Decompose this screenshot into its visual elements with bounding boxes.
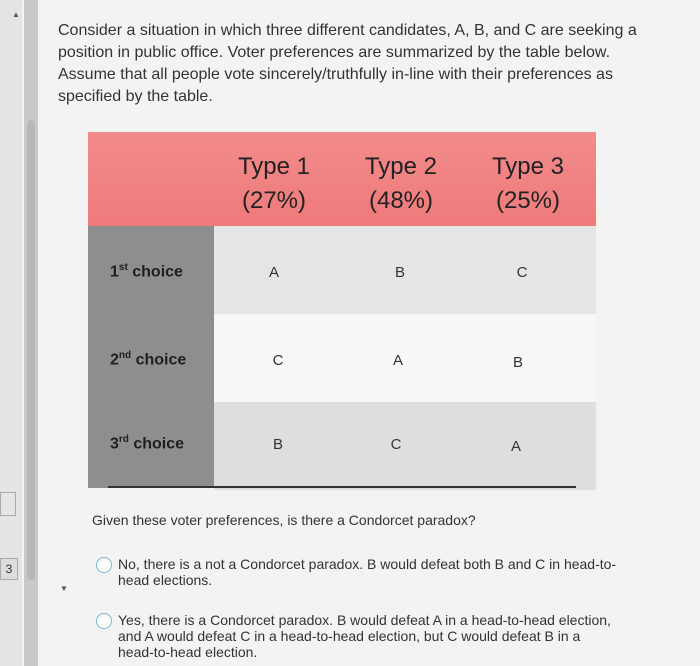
scrollbar-thumb[interactable] [27, 120, 35, 580]
option-label[interactable]: No, there is a not a Condorcet paradox. B would defeat both B and C in head-to-head elections. [118, 556, 617, 588]
preference-table [88, 132, 596, 488]
row-label-third: 3rd choice [110, 434, 185, 453]
option-label[interactable]: Yes, there is a Condorcet paradox. B would defeat A in a head-to-head election, and A would defeat C in a head-to-head election, but C would defeat B in a head-to-head election. [118, 612, 611, 660]
table-cell: C [390, 436, 402, 453]
side-panel-toggle[interactable] [0, 492, 16, 516]
radio-button[interactable] [96, 613, 112, 629]
header-type-2: Type 2 (48%) [364, 153, 438, 214]
header-type-1: Type 1 (27%) [237, 153, 311, 214]
table-cell: C [272, 352, 284, 369]
row-label-first: 1st choice [110, 262, 183, 281]
table-cell: C [516, 264, 528, 281]
table-cell: B [512, 354, 523, 371]
table-cell: A [268, 264, 279, 281]
scroll-up-icon[interactable]: ▲ [12, 10, 20, 19]
table-bottom-border [108, 486, 576, 488]
radio-button[interactable] [96, 557, 112, 573]
header-type-3: Type 3 (25%) [491, 153, 565, 214]
scroll-down-icon[interactable]: ▼ [60, 584, 68, 593]
question-prompt: Given these voter preferences, is there a Condorcet paradox? [92, 512, 476, 528]
table-cell: B [272, 436, 283, 453]
table-cell: A [392, 352, 403, 369]
question-number-badge[interactable]: 3 [0, 558, 18, 580]
row-label-second: 2nd choice [110, 350, 187, 369]
table-cell: A [510, 438, 521, 455]
question-intro: Consider a situation in which three different candidates, A, B, and C are seeking a position in public office. Voter preferences are summarized by the table below. Assume that all people vote sincerely/truthfully in-line with their preferences as specified by the table. [58, 22, 637, 105]
table-cell: B [394, 264, 405, 281]
table-header-row [88, 132, 596, 226]
